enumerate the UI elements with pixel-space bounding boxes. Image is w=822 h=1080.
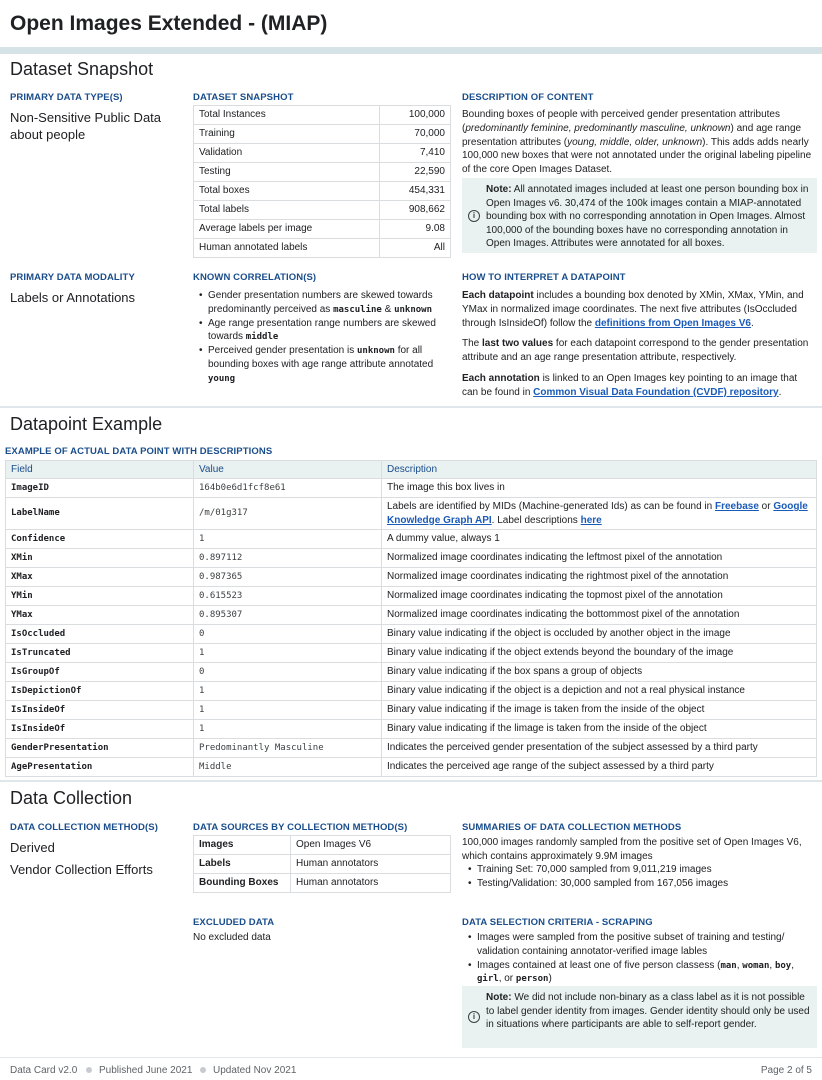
value-cell: 1 (194, 720, 382, 739)
snapshot-key: Testing (194, 163, 380, 182)
selection-criteria-list (467, 931, 812, 986)
field-cell: LabelName (6, 498, 194, 530)
collection-method-vendor: Vendor Collection Efforts (10, 862, 153, 877)
table-row (6, 758, 817, 777)
section-divider (0, 780, 822, 782)
column-header-field: Field (6, 461, 194, 479)
table-row (194, 163, 451, 182)
field-cell: GenderPresentation (6, 739, 194, 758)
description-cell: Labels are identified by MIDs (Machine-generated Ids) as can be found in Freebase or Google Knowledge Graph API. Label descriptions here (382, 498, 817, 530)
list-item: • Testing/Validation: 30,000 sampled from 167,056 images (467, 877, 812, 891)
snapshot-value: 7,410 (380, 144, 451, 163)
value-cell: Predominantly Masculine (194, 739, 382, 758)
table-row (6, 498, 817, 530)
primary-data-modality-label: PRIMARY DATA MODALITY (10, 272, 135, 283)
snapshot-key: Validation (194, 144, 380, 163)
description-cell: Binary value indicating if the box spans a group of objects (382, 663, 817, 682)
source-key: Bounding Boxes (194, 874, 291, 893)
field-cell: XMin (6, 549, 194, 568)
table-row (6, 625, 817, 644)
table-row (6, 587, 817, 606)
section-title-datapoint-example: Datapoint Example (10, 414, 163, 434)
list-item: • Perceived gender presentation is unknown for all bounding boxes with age range attribute annotated young (198, 344, 446, 385)
value-cell: 1 (194, 530, 382, 549)
field-cell: XMax (6, 568, 194, 587)
table-row (194, 239, 451, 258)
description-cell: Binary value indicating if the object extends beyond the boundary of the image (382, 644, 817, 663)
table-row (6, 549, 817, 568)
description-label: DESCRIPTION OF CONTENT (462, 92, 594, 103)
interpret-datapoint-label: HOW TO INTERPRET A DATAPOINT (462, 272, 626, 283)
table-row (6, 739, 817, 758)
snapshot-key: Training (194, 125, 380, 144)
description-cell: Binary value indicating if the object is occluded by another object in the image (382, 625, 817, 644)
data-sources-table (193, 835, 451, 893)
snapshot-value: 454,331 (380, 182, 451, 201)
source-value: Human annotators (291, 874, 451, 893)
snapshot-key: Average labels per image (194, 220, 380, 239)
table-row (194, 182, 451, 201)
footer-separator-dot (200, 1067, 206, 1073)
value-cell: Middle (194, 758, 382, 777)
section-divider (0, 406, 822, 408)
collection-method-derived: Derived (10, 840, 55, 855)
field-cell: IsDepictionOf (6, 682, 194, 701)
source-key: Images (194, 836, 291, 855)
snapshot-key: Total Instances (194, 106, 380, 125)
field-cell: YMax (6, 606, 194, 625)
primary-data-modality-value: Labels or Annotations (10, 290, 136, 305)
table-row (194, 106, 451, 125)
summaries-text: 100,000 images randomly sampled from the positive set of Open Images V6, which contains approximately 9.9M images (462, 837, 802, 862)
collection-note: i Note: We did not include non-binary as a class label as it is not possible to label gender identity from images. Gender identity should only be used in situations where participants are able to self-report gender. (462, 986, 817, 1048)
snapshot-value: 22,590 (380, 163, 451, 182)
collection-methods-label: DATA COLLECTION METHOD(S) (10, 822, 158, 833)
summaries-label: SUMMARIES OF DATA COLLECTION METHODS (462, 822, 682, 833)
snapshot-value: 70,000 (380, 125, 451, 144)
list-item: • Training Set: 70,000 sampled from 9,011,219 images (467, 863, 812, 877)
column-header-value: Value (194, 461, 382, 479)
value-cell: /m/01g317 (194, 498, 382, 530)
field-cell: IsOccluded (6, 625, 194, 644)
snapshot-value: 9.08 (380, 220, 451, 239)
footer-version: Data Card v2.0 (10, 1065, 78, 1076)
cvdf-repository-link[interactable]: Common Visual Data Foundation (CVDF) repository (533, 386, 779, 398)
field-cell: IsInsideOf (6, 720, 194, 739)
field-cell: ImageID (6, 479, 194, 498)
table-row (194, 874, 451, 893)
footer-divider (0, 1057, 822, 1058)
source-key: Labels (194, 855, 291, 874)
footer-page-number: Page 2 of 5 (760, 1065, 812, 1076)
value-cell: 0 (194, 663, 382, 682)
datapoint-table-label: EXAMPLE OF ACTUAL DATA POINT WITH DESCRIPTIONS (5, 446, 273, 457)
description-cell: Indicates the perceived age range of the subject assessed by a third party (382, 758, 817, 777)
value-cell: 0.895307 (194, 606, 382, 625)
known-correlations-list (198, 289, 446, 386)
field-cell: AgePresentation (6, 758, 194, 777)
table-row (6, 701, 817, 720)
section-title-dataset-snapshot: Dataset Snapshot (10, 59, 154, 79)
info-icon: i (468, 1011, 480, 1023)
excluded-data-value: No excluded data (193, 932, 271, 943)
list-item: • Age range presentation range numbers are skewed towards middle (198, 317, 446, 345)
table-row (6, 530, 817, 549)
primary-data-type-value: Non-Sensitive Public Data about people (10, 110, 162, 142)
field-cell: IsInsideOf (6, 701, 194, 720)
table-row (6, 606, 817, 625)
snapshot-value: 100,000 (380, 106, 451, 125)
section-title-data-collection: Data Collection (10, 788, 133, 808)
field-cell: YMin (6, 587, 194, 606)
snapshot-value: All (380, 239, 451, 258)
interpret-paragraph-2: The last two values for each datapoint correspond to the gender presentation attribute and an age range presentation attribute, respectively. (462, 338, 809, 363)
description-text: Bounding boxes of people with perceived gender presentation attributes (predominantly feminine, predominantly masculine, unknown) and age range presentation attributes (young, middle, older, unknown). This adds adds nearly 100,000 new boxes that were not annotated under the original labeling pipeline of the core Open Images Dataset. (462, 109, 812, 176)
datapoint-table (5, 460, 817, 777)
description-cell: Binary value indicating if the image is taken from the inside of the object (382, 701, 817, 720)
description-cell: Normalized image coordinates indicating the leftmost pixel of the annotation (382, 549, 817, 568)
description-cell: The image this box lives in (382, 479, 817, 498)
value-cell: 0.897112 (194, 549, 382, 568)
open-images-definitions-link[interactable]: definitions from Open Images V6 (594, 317, 751, 329)
dataset-snapshot-label: DATASET SNAPSHOT (193, 92, 294, 103)
list-item: • Images were sampled from the positive subset of training and testing/ validation containing annotator-verified image lables (467, 931, 812, 959)
list-item: • Gender presentation numbers are skewed towards predominantly perceived as masculine & unknown (198, 289, 446, 317)
value-cell: 1 (194, 682, 382, 701)
description-cell: Normalized image coordinates indicating the rightmost pixel of the annotation (382, 568, 817, 587)
document-title: Open Images Extended - (MIAP) (10, 12, 328, 35)
column-header-description: Description (382, 461, 817, 479)
table-row (6, 568, 817, 587)
excluded-data-label: EXCLUDED DATA (193, 917, 275, 928)
info-icon: i (468, 210, 480, 222)
table-row (194, 220, 451, 239)
footer-published: Published June 2021 (99, 1065, 193, 1076)
table-row (194, 144, 451, 163)
footer-separator-dot (86, 1067, 92, 1073)
description-cell: Normalized image coordinates indicating the topmost pixel of the annotation (382, 587, 817, 606)
snapshot-key: Total labels (194, 201, 380, 220)
source-value: Open Images V6 (291, 836, 451, 855)
table-header-row (6, 461, 817, 479)
field-cell: IsTruncated (6, 644, 194, 663)
field-cell: IsGroupOf (6, 663, 194, 682)
table-row (6, 663, 817, 682)
description-cell: Binary value indicating if the object is a depiction and not a real physical instance (382, 682, 817, 701)
table-row (6, 479, 817, 498)
table-row (6, 720, 817, 739)
footer-updated: Updated Nov 2021 (213, 1065, 297, 1076)
value-cell: 0.987365 (194, 568, 382, 587)
table-row (194, 201, 451, 220)
snapshot-key: Total boxes (194, 182, 380, 201)
table-row (6, 682, 817, 701)
primary-data-type-label: PRIMARY DATA TYPE(S) (10, 92, 123, 103)
summaries-list (467, 863, 812, 891)
table-row (194, 855, 451, 874)
interpret-paragraph-3: Each annotation is linked to an Open Images key pointing to an image that can be found in Common Visual Data Foundation (CVDF) repository. (462, 373, 798, 398)
dataset-snapshot-table (193, 105, 451, 258)
table-row (194, 125, 451, 144)
title-divider (0, 47, 822, 54)
data-sources-label: DATA SOURCES BY COLLECTION METHOD(S) (193, 822, 408, 833)
freebase-link[interactable]: Freebase (714, 501, 759, 512)
snapshot-key: Human annotated labels (194, 239, 380, 258)
label-descriptions-link[interactable]: here (580, 514, 602, 526)
table-row (6, 644, 817, 663)
snapshot-note: i Note: All annotated images included at least one person bounding box in Open Images v6. 30,474 of the 100k images contain a MIAP-annotated bounding box with no corresponding annotation in Open Images. Almost 100,000 of the bounding boxes have no corresponding annotation in Open Images. Attributes were annotated for all boxes. (462, 178, 817, 253)
description-cell: Normalized image coordinates indicating the bottommost pixel of the annotation (382, 606, 817, 625)
value-cell: 0.615523 (194, 587, 382, 606)
value-cell: 0 (194, 625, 382, 644)
google-knowledge-graph-link[interactable]: Google Knowledge Graph API (387, 501, 808, 526)
field-cell: Confidence (6, 530, 194, 549)
interpret-paragraph-1: Each datapoint includes a bounding box denoted by XMin, XMax, YMin, and YMax in normalized image coordinates. The next five attributes (IsOccluded through IsInsideOf) follow the definitions from Open Images V6. (462, 290, 804, 329)
table-row (194, 836, 451, 855)
description-cell: A dummy value, always 1 (382, 530, 817, 549)
selection-criteria-label: DATA SELECTION CRITERIA - SCRAPING (462, 917, 653, 928)
description-cell: Indicates the perceived gender presentation of the subject assessed by a third party (382, 739, 817, 758)
description-cell: Binary value indicating if the limage is taken from the inside of the object (382, 720, 817, 739)
value-cell: 164b0e6d1fcf8e61 (194, 479, 382, 498)
value-cell: 1 (194, 644, 382, 663)
list-item: • Images contained at least one of five person classess (man, woman, boy, girl, or person) (467, 959, 812, 987)
known-correlations-label: KNOWN CORRELATION(S) (193, 272, 317, 283)
value-cell: 1 (194, 701, 382, 720)
snapshot-value: 908,662 (380, 201, 451, 220)
source-value: Human annotators (291, 855, 451, 874)
